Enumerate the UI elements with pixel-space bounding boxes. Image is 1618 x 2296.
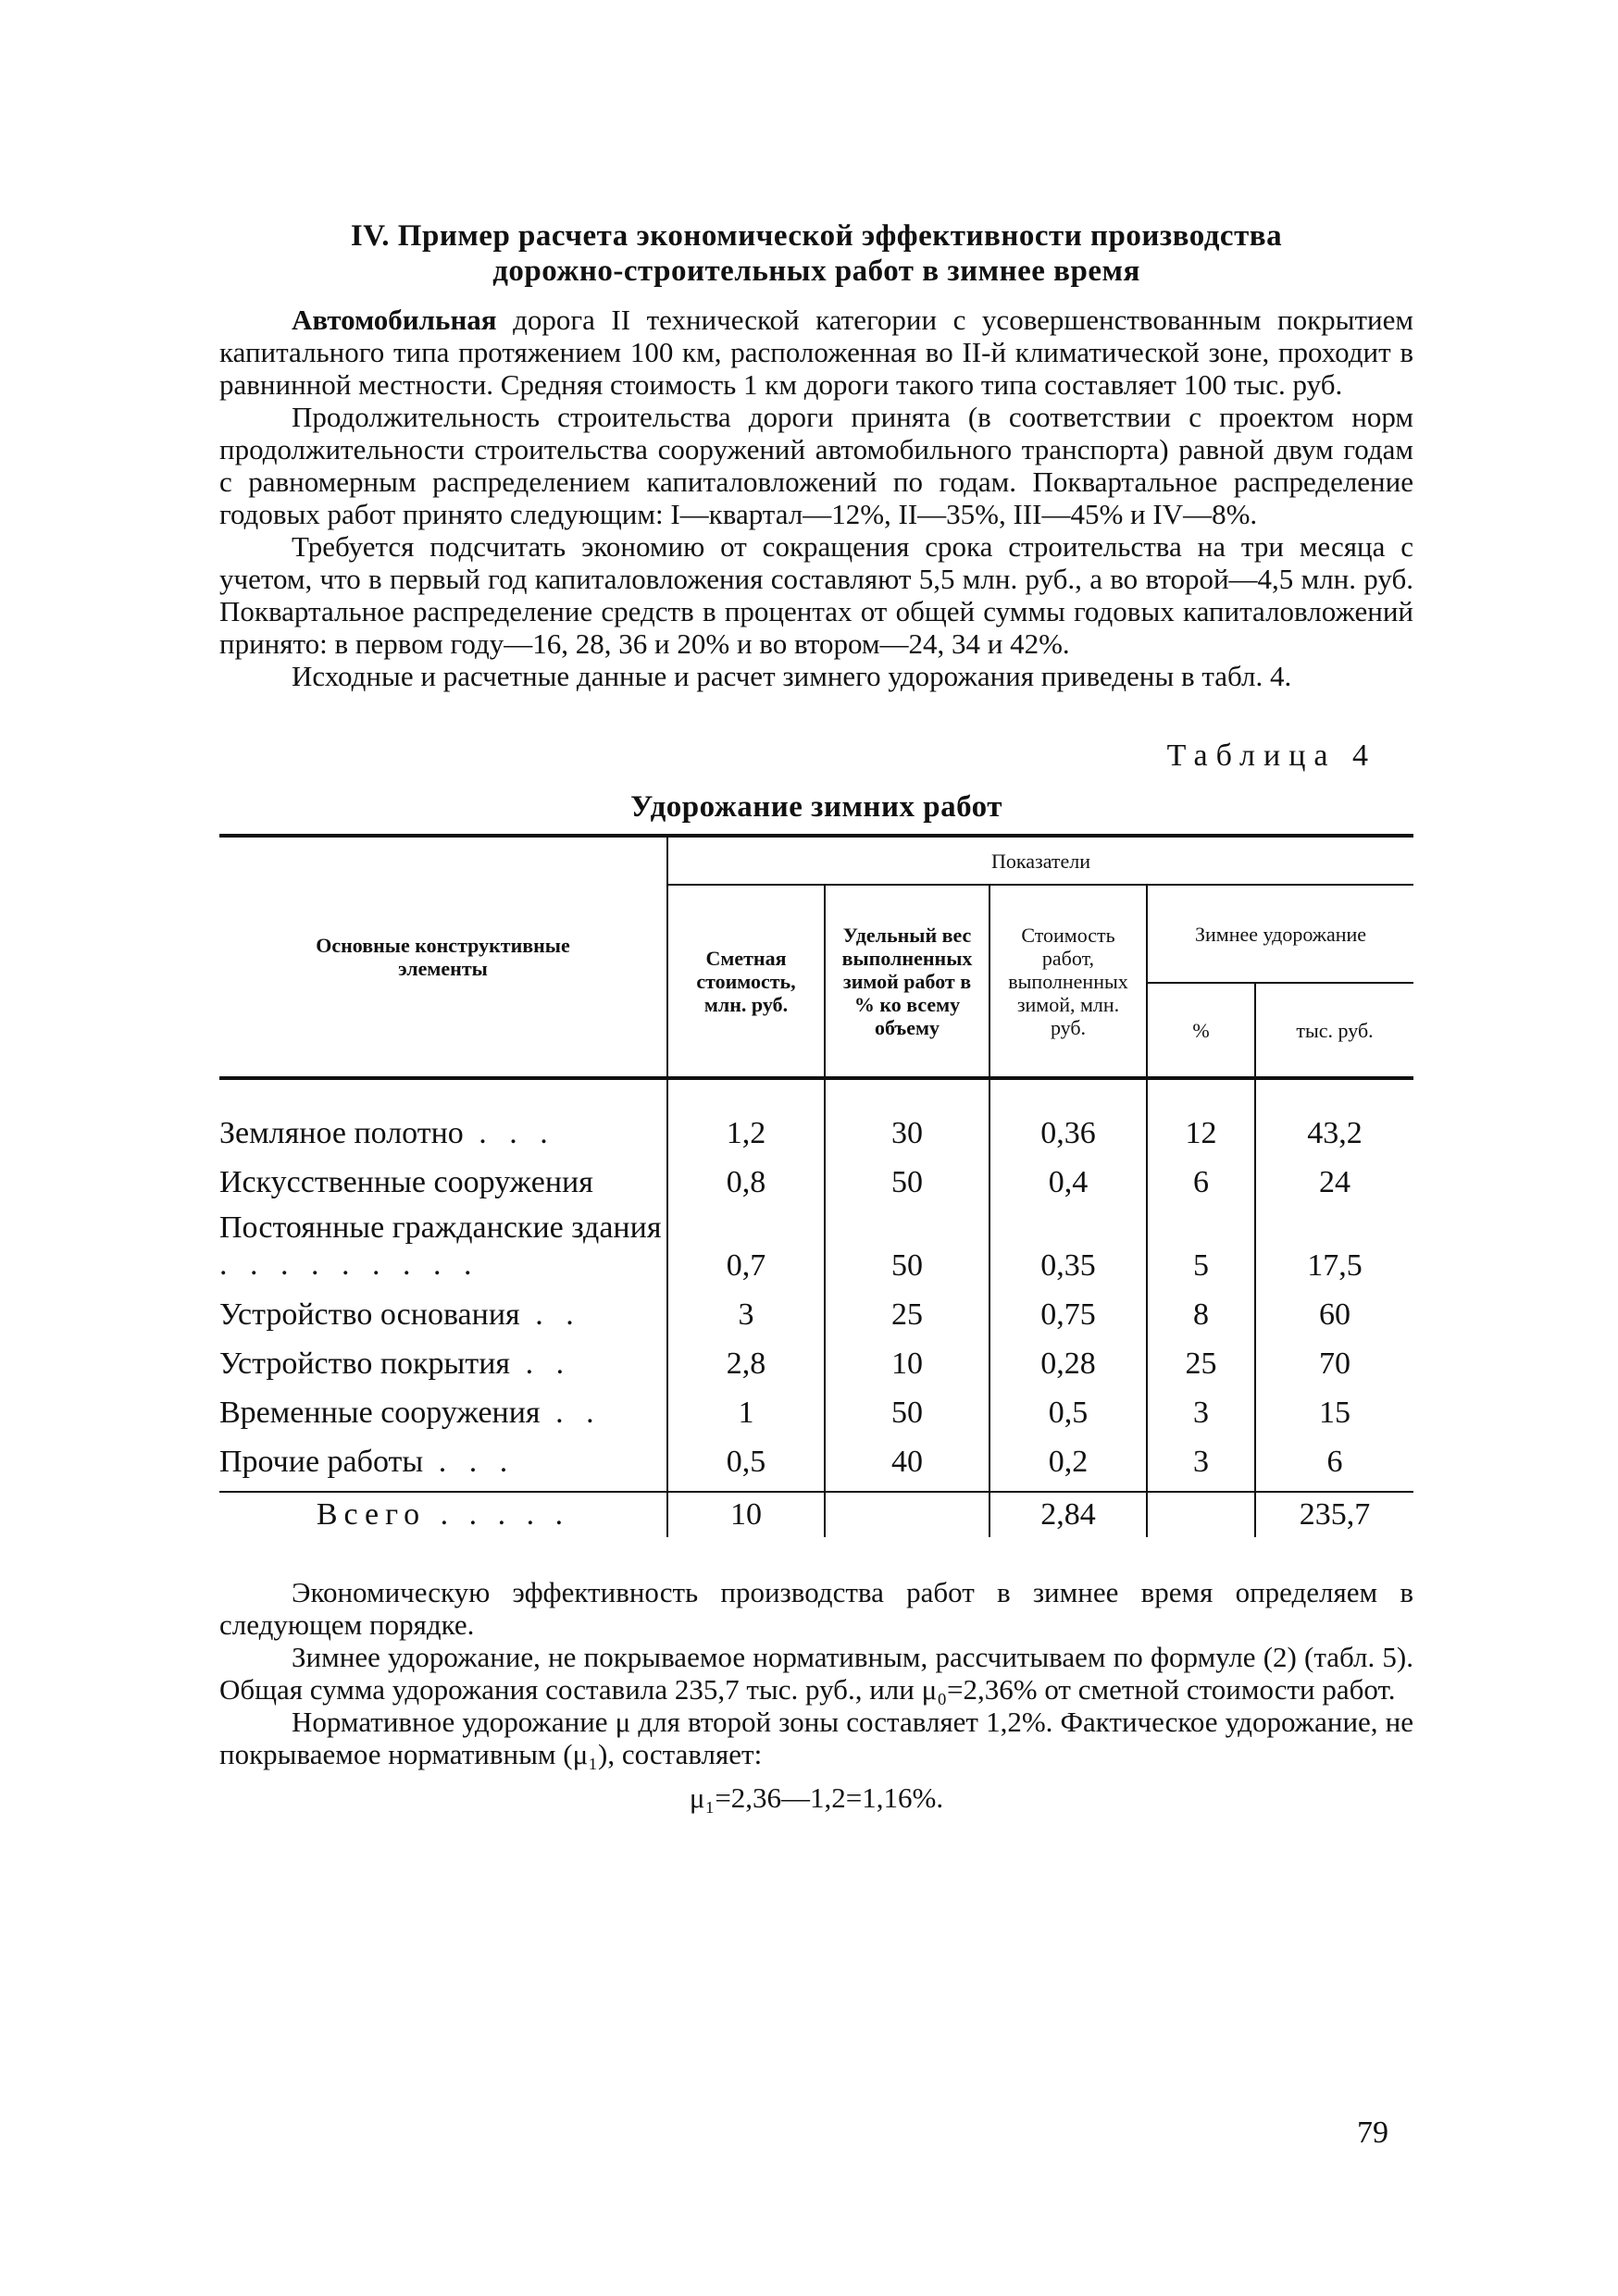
row-leader-dots: . . . . . . . . .	[219, 1247, 479, 1282]
cell-cost: 0,7	[667, 1200, 825, 1284]
cell-winter-cost: 0,2	[989, 1431, 1147, 1480]
cell-winter-cost: 0,75	[989, 1284, 1147, 1333]
row-name-text: Земляное полотно	[219, 1116, 464, 1150]
paragraph-1	[219, 304, 1413, 401]
cell-share: 40	[825, 1431, 989, 1480]
table-row	[219, 1333, 1413, 1382]
cell-pct: 25	[1147, 1333, 1255, 1382]
cell-cost: 1	[667, 1382, 825, 1431]
table-row	[219, 1382, 1413, 1431]
cell-winter-cost: 0,36	[989, 1102, 1147, 1151]
cell-winter-cost: 0,5	[989, 1382, 1147, 1431]
cell-thous: 43,2	[1255, 1102, 1413, 1151]
cell-cost: 1,2	[667, 1102, 825, 1151]
cell-pct: 8	[1147, 1284, 1255, 1333]
row-name	[219, 1102, 667, 1151]
header-cost: Сметная стоимость, млн. руб.	[667, 885, 825, 1076]
cell-thous: 70	[1255, 1333, 1413, 1382]
cell-winter-cost: 0,35	[989, 1200, 1147, 1284]
table-row	[219, 1151, 1413, 1200]
header-elements: Основные конструктивные элементы	[219, 836, 667, 1076]
table-row	[219, 1284, 1413, 1333]
row-name	[219, 1284, 667, 1333]
cell-share: 25	[825, 1284, 989, 1333]
cell-thous: 24	[1255, 1151, 1413, 1200]
cell-thous: 17,5	[1255, 1200, 1413, 1284]
cell-share: 10	[825, 1333, 989, 1382]
row-leader-dots: . .	[510, 1347, 572, 1381]
total-pct	[1147, 1492, 1255, 1537]
row-name	[219, 1382, 667, 1431]
cell-pct: 5	[1147, 1200, 1255, 1284]
header-indicators: Показатели	[667, 836, 1413, 885]
cell-cost: 3	[667, 1284, 825, 1333]
header-thous: тыс. руб.	[1255, 983, 1413, 1076]
paragraph-5: Экономическую эффективность производства работ в зимнее время определяем в следующем порядке.	[219, 1576, 1413, 1641]
row-name	[219, 1333, 667, 1382]
table-row	[219, 1102, 1413, 1151]
row-name-text: Прочие работы	[219, 1445, 424, 1479]
row-name	[219, 1151, 667, 1200]
paragraph-1-text: дорога II технической категории с усовершенствованным покрытием капитального типа протяжением 100 км, расположенная во II-й климатической зоне, проходит в равнинной местности. Средняя стоимость 1 км дороги такого типа составляет 100 тыс. руб.	[219, 304, 1413, 401]
table-row	[219, 1200, 1413, 1284]
winter-cost-table	[219, 834, 1413, 1537]
table-label: Таблица 4	[1166, 738, 1376, 773]
cell-pct: 3	[1147, 1382, 1255, 1431]
cell-pct: 3	[1147, 1431, 1255, 1480]
row-leader-dots: . .	[540, 1396, 602, 1430]
row-name	[219, 1200, 667, 1284]
row-name-text: Временные сооружения	[219, 1396, 541, 1430]
heading-line-1: IV. Пример расчета экономической эффективности производства	[350, 219, 1283, 253]
paragraph-3: Требуется подсчитать экономию от сокращения срока строительства на три месяца с учетом, что в первый год капиталовложения составляют 5,5 млн. руб., а во второй—4,5 млн. руб. Поквартальное распределение средств в процентах от общей суммы годовых капиталовложений принято: в первом году—16, 28, 36 и 20% и во втором—24, 34 и 42%.	[219, 530, 1413, 660]
table-row	[219, 1431, 1413, 1480]
cell-share: 50	[825, 1382, 989, 1431]
paragraph-7: Нормативное удорожание μ для второй зоны составляет 1,2%. Фактическое удорожание, не покрываемое нормативным (μ₁), составляет:	[219, 1706, 1413, 1770]
document-page	[219, 218, 1413, 1815]
cell-thous: 15	[1255, 1382, 1413, 1431]
row-name-text: Устройство основания	[219, 1297, 520, 1332]
table-total-row	[219, 1492, 1413, 1537]
total-thous: 235,7	[1255, 1492, 1413, 1537]
total-label: Всего . . . . .	[219, 1492, 667, 1537]
heading-line-2: дорожно-строительных работ в зимнее время	[492, 254, 1140, 288]
paragraph-6: Зимнее удорожание, не покрываемое нормативным, рассчитываем по формуле (2) (табл. 5). Общая сумма удорожания составила 235,7 тыс. руб., или μ₀=2,36% от сметной стоимости работ.	[219, 1641, 1413, 1706]
cell-cost: 2,8	[667, 1333, 825, 1382]
cell-share: 50	[825, 1200, 989, 1284]
cell-winter-cost: 0,4	[989, 1151, 1147, 1200]
header-rise: Зимнее удорожание	[1147, 885, 1413, 983]
cell-thous: 60	[1255, 1284, 1413, 1333]
paragraph-4: Исходные и расчетные данные и расчет зимнего удорожания приведены в табл. 4.	[292, 660, 1292, 692]
table-title: Удорожание зимних работ	[630, 790, 1002, 824]
header-share: Удельный вес выполненных зимой работ в % ко всему объему	[825, 885, 989, 1076]
cell-cost: 0,5	[667, 1431, 825, 1480]
row-name	[219, 1431, 667, 1480]
cell-pct: 12	[1147, 1102, 1255, 1151]
section-heading	[219, 218, 1413, 289]
total-winter-cost: 2,84	[989, 1492, 1147, 1537]
row-leader-dots: . . .	[423, 1445, 516, 1479]
formula: μ₁=2,36—1,2=1,16%.	[689, 1781, 944, 1814]
cell-cost: 0,8	[667, 1151, 825, 1200]
total-share	[825, 1492, 989, 1537]
cell-thous: 6	[1255, 1431, 1413, 1480]
paragraph-1-lead: Автомобильная	[292, 304, 497, 336]
row-leader-dots: . . .	[463, 1116, 555, 1150]
row-name-text: Устройство покрытия	[219, 1347, 511, 1381]
header-winter-cost: Стоимость работ, выполненных зимой, млн. руб.	[989, 885, 1147, 1076]
cell-pct: 6	[1147, 1151, 1255, 1200]
paragraph-2: Продолжительность строительства дороги принята (в соответствии с проектом норм продолжительности строительства сооружений автомобильного транспорта) равной двум годам с равномерным распределением капиталовложений по годам. Поквартальное распределение годовых работ принято следующим: I—квартал—12%, II—35%, III—45% и IV—8%.	[219, 401, 1413, 530]
total-cost: 10	[667, 1492, 825, 1537]
cell-share: 50	[825, 1151, 989, 1200]
header-pct: %	[1147, 983, 1255, 1076]
cell-winter-cost: 0,28	[989, 1333, 1147, 1382]
row-name-text: Искусственные сооружения	[219, 1165, 593, 1199]
row-name-text: Постоянные гражданские здания	[219, 1210, 662, 1245]
cell-share: 30	[825, 1102, 989, 1151]
row-leader-dots: . .	[519, 1297, 581, 1332]
page-number: 79	[1357, 2116, 1388, 2150]
